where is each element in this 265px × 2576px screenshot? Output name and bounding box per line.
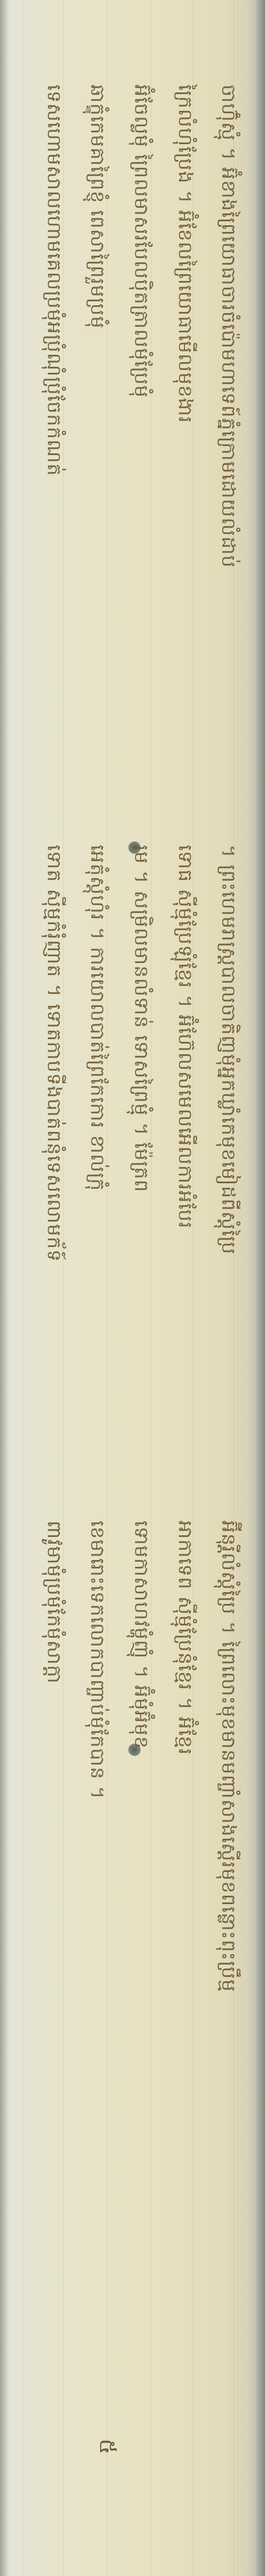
page-number: ៥ bbox=[95, 2439, 120, 2455]
line-1-segment-3: អ៊ីនុរ្តីលំស្តុំប្រៃ ។ ព្រៃលោះមុខមានមញ្ចាំសាងស្តើរមុខពន្លោះពុះប្រឹម្ម bbox=[217, 1521, 240, 1993]
line-4-segment-3: ខេមារោះទេកលោកបាញ្ចាប់មុំកែបាន ។ bbox=[86, 1521, 109, 1800]
line-4-segment-1: ឆាក្ខុំកេមគាព្រៃខ្ញុំ ពេសាព្រៃរួមប្រមុំ bbox=[86, 84, 109, 329]
line-1-segment-1: ចាហ៊ុំស្មុំ ។ អ៊ំខាងព្រៃយោធាចារចំប៉ោមហាទេព៍ភ្នំក្រោមដោយលំដាប់ bbox=[217, 84, 240, 568]
line-2-segment-1: ក្រៃលំហុំប្រែង ។ អ៊ំខែលព្រៃយោធាមើលមុខងារ bbox=[174, 84, 196, 424]
line-5-segment-3: ពាវូមាមុំប្រមុំកែមុំសាក្តា bbox=[43, 1521, 65, 1684]
line-3-segment-3: ទោមកាសាហវម្ហុំញុំ ។ អ៊ំមុំអ៊ំមុខ bbox=[130, 1521, 152, 1749]
line-3-segment-1: អ៊ំចែល្លមុំ ព្រៃលមាសរបែលប៉ិតត្រាលមុំប្រែមុំ bbox=[130, 84, 152, 398]
line-5-segment-2: ទោត ស៊ីម្មកំរុំញាត ។ ទោតកាបទីងបាត់ពនុំទេសលោមក័ទ៍ bbox=[43, 845, 65, 1263]
line-2-segment-3: អាកាទេព ស៊ីម្មុំប្រែនុំខ្មែរ ។ អ៊ំខ្មែរ bbox=[174, 1521, 196, 1755]
line-2-segment-2: ទោធ ស៊ីម្មុំប្រែឡុំខ្មែរ ។ អ៊ំហ៊ែលសមេលអើលការអំបែរ bbox=[174, 845, 196, 1229]
line-5-segment-1: ទេសហោមសាលហោមគេលប្រមុំអប្រុំណុំប្រុំចែកកំណត់ bbox=[43, 84, 65, 476]
line-1-segment-2: ។ ព្រះហេមរាស្ត្របាលចាតិញមុំអ្នកឃ្លាំកេមុខមៀដពីស្តុំប្រៃ bbox=[217, 845, 240, 1255]
line-3-segment-2: រម ។ សម្រិលមានលំទាន់ ទោសព្រៃម្មុំ ។ ម៉ែត្រព bbox=[130, 845, 152, 1193]
line-4-segment-2: អេតុំស្តុំហុំរ ។ ការយោលបាត់ព្រៃកែកោរ ខាល់ក្រុំ bbox=[86, 845, 109, 1192]
